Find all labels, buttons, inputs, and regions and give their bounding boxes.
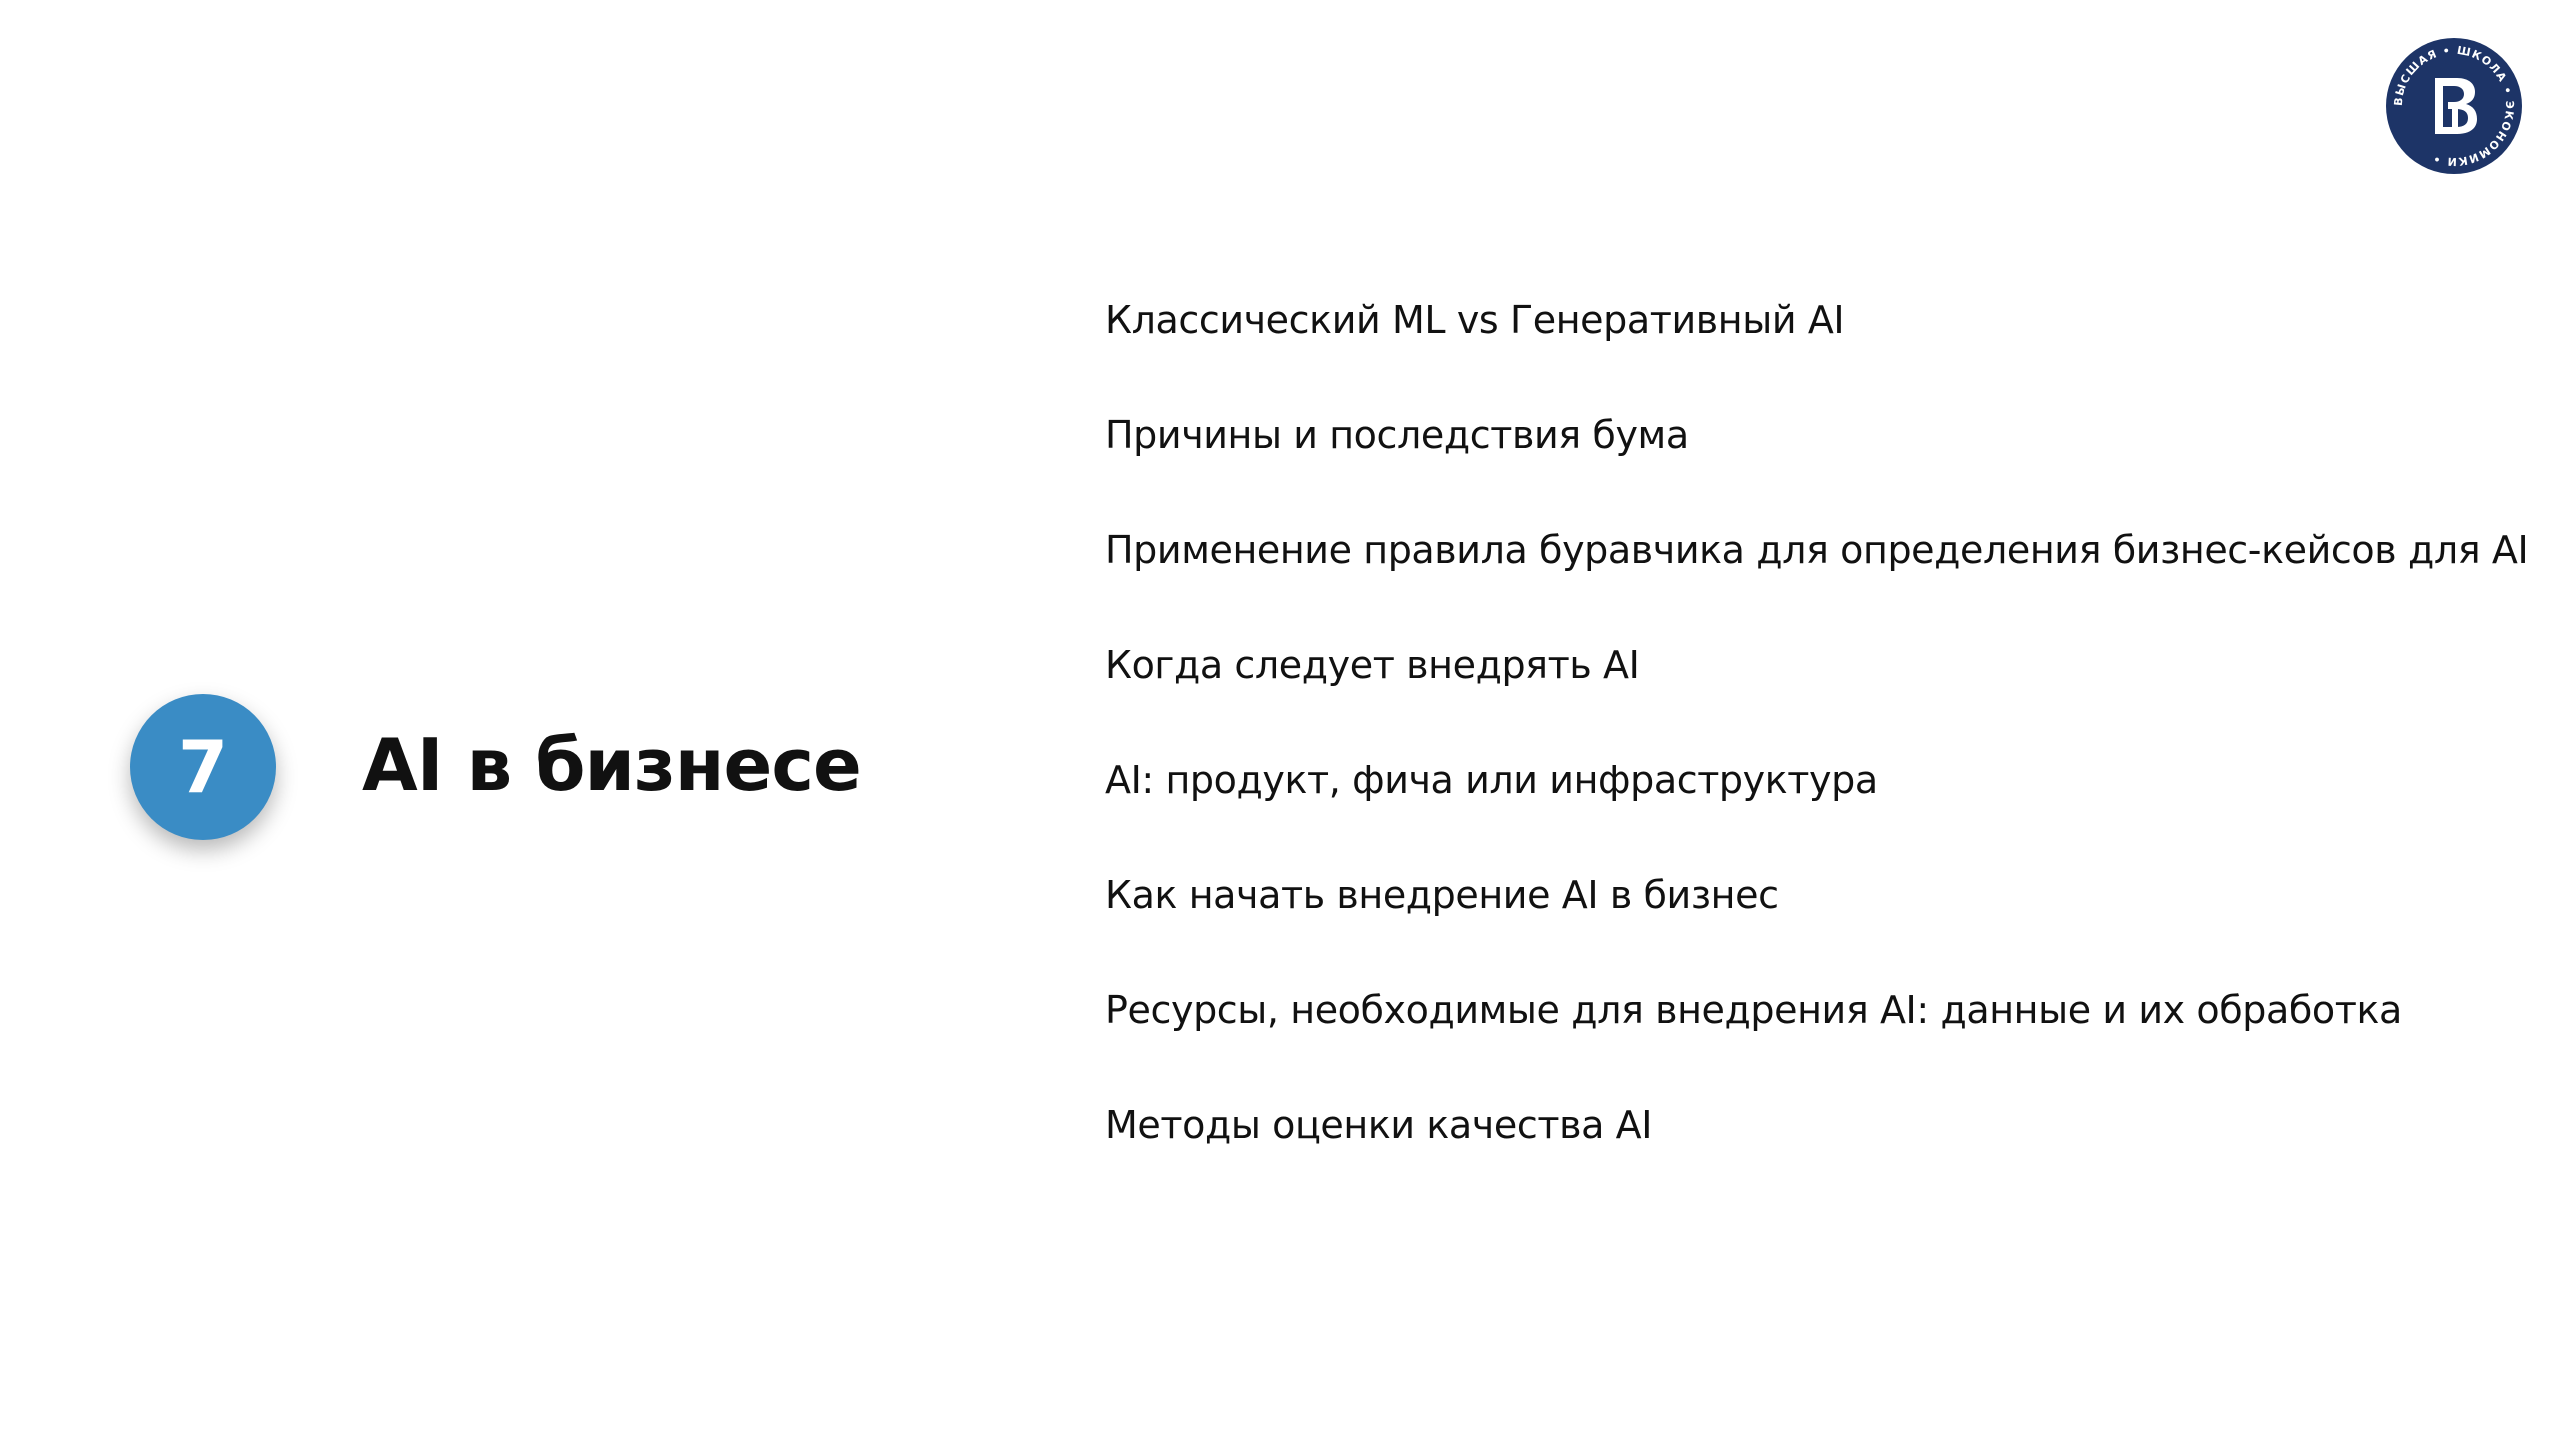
section-number-badge: 7	[130, 694, 276, 840]
topic-item: Ресурсы, необходимые для внедрения AI: данные и их обработка	[1105, 988, 2402, 1032]
topic-item: Как начать внедрение AI в бизнес	[1105, 873, 1779, 917]
svg-text:ВЫСШАЯ • ШКОЛА • ЭКОНОМИКИ •: ВЫСШАЯ • ШКОЛА • ЭКОНОМИКИ •	[2391, 43, 2517, 169]
topic-list	[1105, 295, 2528, 1215]
topic-item: AI: продукт, фича или инфраструктура	[1105, 758, 1878, 802]
topic-item: Применение правила буравчика для определения бизнес-кейсов для AI	[1105, 528, 2529, 572]
topic-item: Классический ML vs Генеративный AI	[1105, 298, 1845, 342]
topic-item: Когда следует внедрять AI	[1105, 643, 1640, 687]
hse-logo	[2384, 36, 2524, 176]
topic-item: Методы оценки качества AI	[1105, 1103, 1653, 1147]
topic-item: Причины и последствия бума	[1105, 413, 1689, 457]
section-title: AI в бизнесе	[362, 723, 861, 807]
